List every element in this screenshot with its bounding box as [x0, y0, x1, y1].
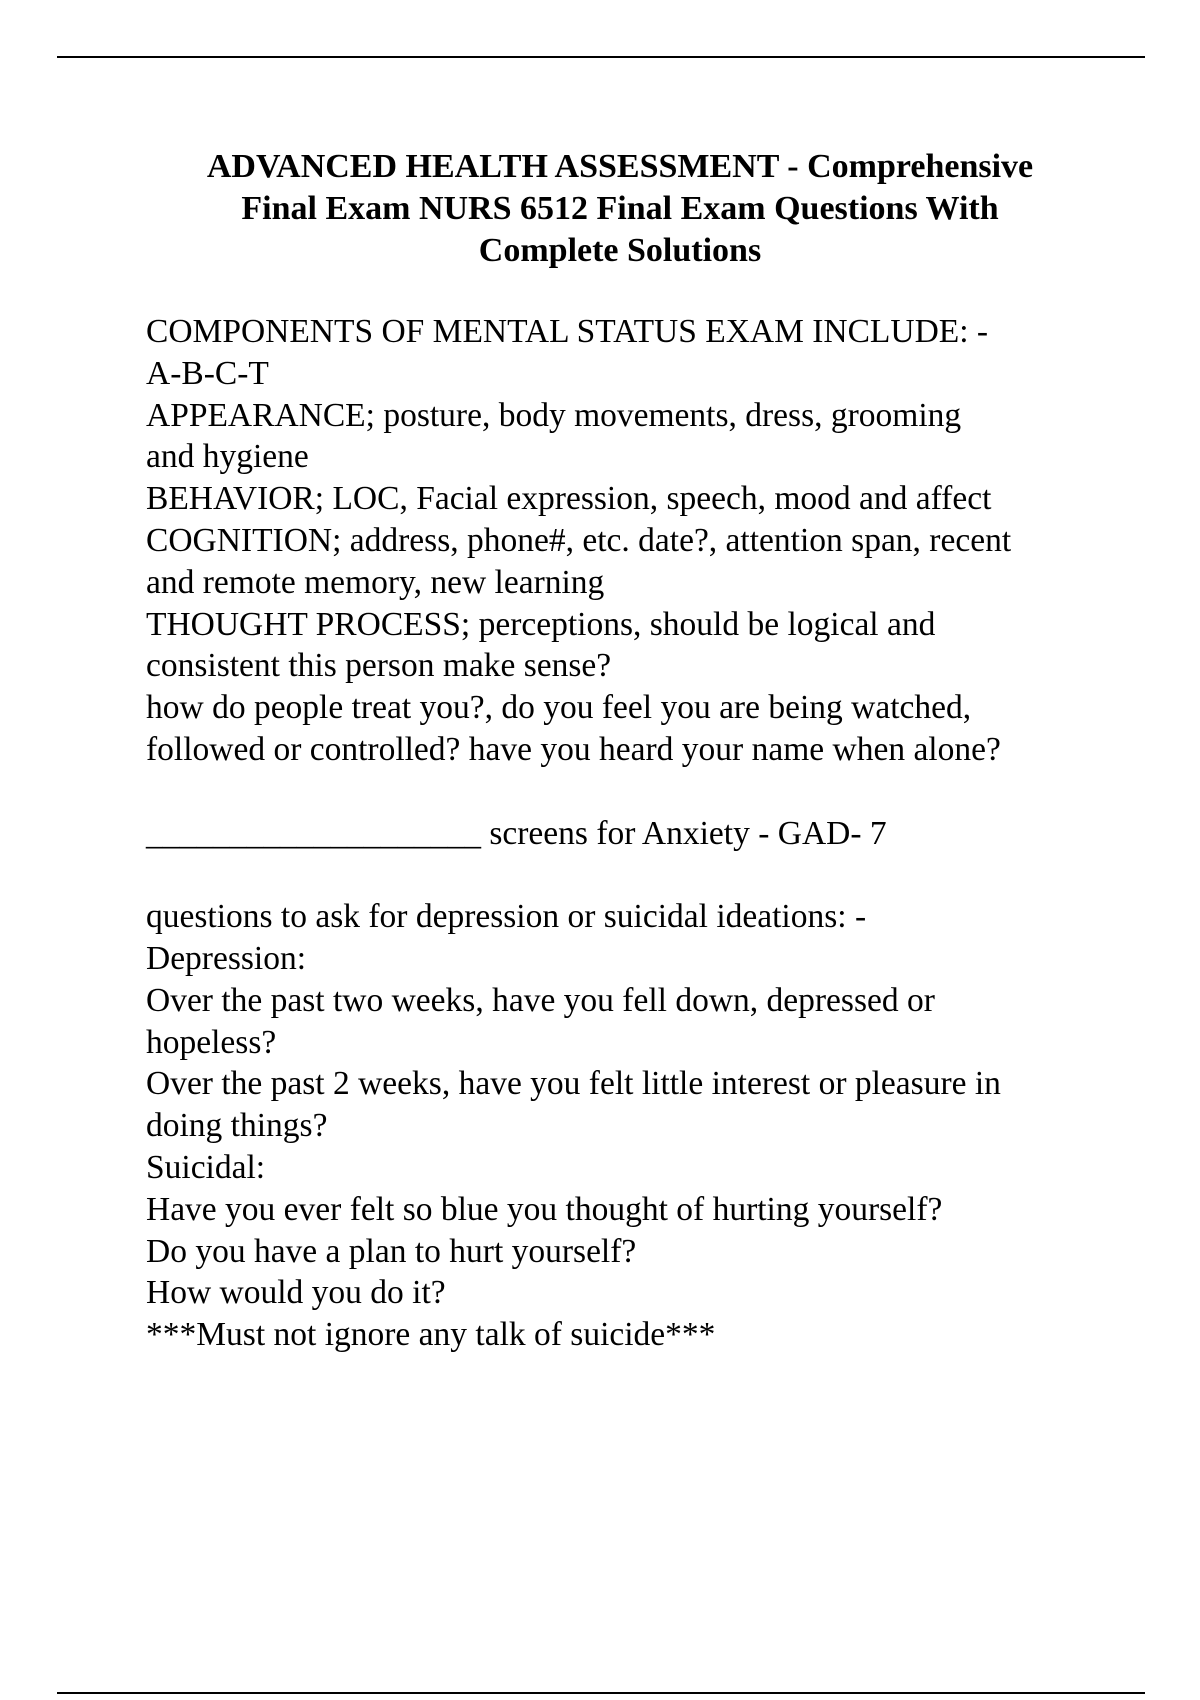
text-line: Over the past 2 weeks, have you felt little interest or pleasure in [146, 1065, 1001, 1103]
document-title [140, 146, 1100, 272]
text-line: Do you have a plan to hurt yourself? [146, 1232, 637, 1270]
text-line: ____________________ screens for Anxiety - GAD- 7 [146, 814, 887, 852]
text-line: Over the past two weeks, have you fell down, depressed or [146, 981, 935, 1019]
text-line: APPEARANCE; posture, body movements, dress, grooming [146, 396, 962, 434]
text-line: Depression: [146, 939, 307, 977]
title-line: Complete Solutions [478, 232, 762, 269]
text-line: doing things? [146, 1107, 328, 1145]
text-line: ***Must not ignore any talk of suicide*** [146, 1316, 716, 1354]
text-line: BEHAVIOR; LOC, Facial expression, speech, mood and affect [146, 480, 992, 518]
text-line: How would you do it? [146, 1274, 446, 1312]
text-line: and remote memory, new learning [146, 563, 605, 601]
section-gap [146, 771, 1096, 813]
top-rule [57, 56, 1145, 58]
text-line: COMPONENTS OF MENTAL STATUS EXAM INCLUDE: - [146, 313, 989, 350]
text-line: THOUGHT PROCESS; perceptions, should be logical and [146, 605, 936, 643]
text-line: how do people treat you?, do you feel you are being watched, [146, 689, 972, 727]
text-line: A-B-C-T [146, 354, 269, 392]
text-line: hopeless? [146, 1023, 277, 1061]
text-line: COGNITION; address, phone#, etc. date?, attention span, recent [146, 521, 1012, 559]
title-line: ADVANCED HEALTH ASSESSMENT - Comprehensive [206, 148, 1034, 185]
document-body [146, 311, 1096, 1356]
section-gap [146, 854, 1096, 896]
title-line: Final Exam NURS 6512 Final Exam Questions With [241, 190, 999, 227]
bottom-rule [57, 1692, 1145, 1694]
text-line: Suicidal: [146, 1148, 266, 1186]
text-line: questions to ask for depression or suicidal ideations: - [146, 898, 867, 936]
section-depression-suicide [146, 896, 1096, 1356]
text-line: consistent this person make sense? [146, 647, 612, 685]
section-mental-status-exam [146, 311, 1096, 771]
text-line: Have you ever felt so blue you thought of hurting yourself? [146, 1190, 943, 1228]
text-line: and hygiene [146, 438, 309, 476]
text-line: followed or controlled? have you heard your name when alone? [146, 730, 1001, 768]
section-anxiety-screen [146, 813, 1096, 855]
